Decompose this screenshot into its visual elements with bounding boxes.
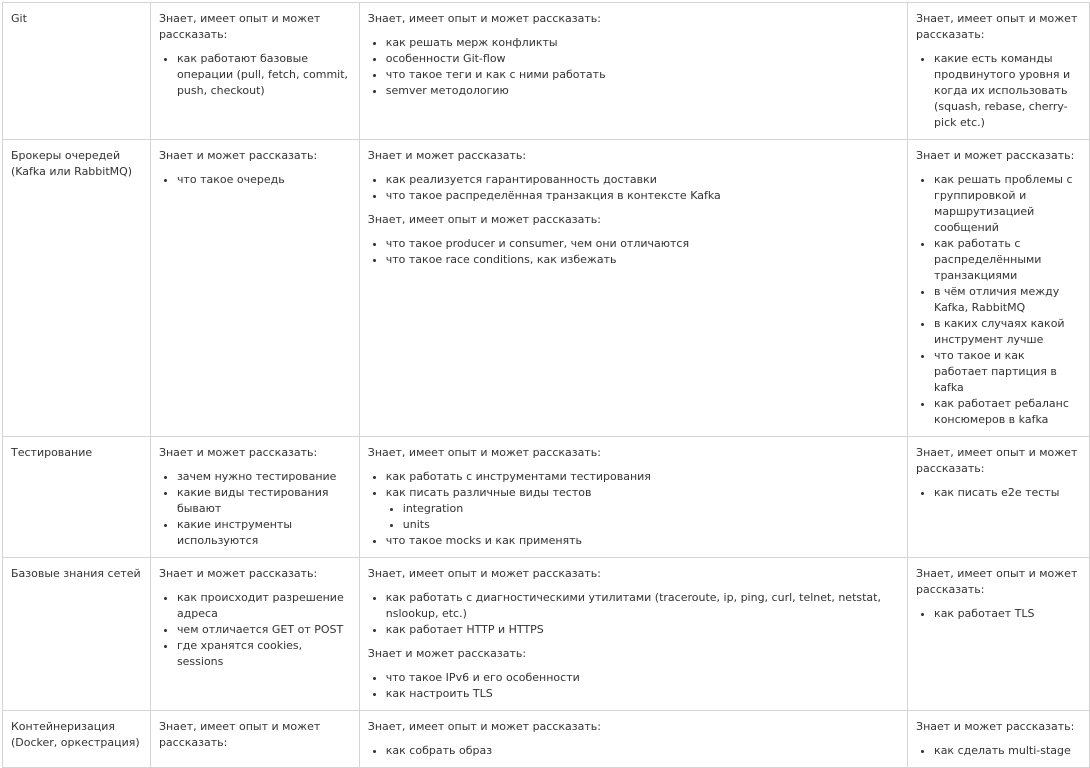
level-cell	[908, 558, 1090, 711]
list-item-text: как работает HTTP и HTTPS	[385, 623, 544, 636]
list-item-text: semver методологию	[385, 84, 509, 97]
list-item-text: как работает TLS	[934, 607, 1035, 620]
list-item	[386, 686, 899, 702]
list-item	[386, 67, 899, 83]
list-item	[177, 622, 351, 638]
list-item-text: как работают базовые операции (pull, fetch, commit, push, checkout)	[176, 52, 349, 97]
bullet-list	[368, 172, 899, 204]
block-heading: Знает и может рассказать:	[158, 446, 318, 459]
competency-table	[2, 2, 1090, 768]
list-item-text: как решать проблемы с группировкой и маршрутизацией сообщений	[934, 173, 1073, 234]
level-cell	[908, 711, 1090, 768]
level-cell	[908, 140, 1090, 437]
level-cell	[150, 140, 359, 437]
list-item	[386, 622, 899, 638]
topic-cell	[3, 711, 151, 768]
list-item	[386, 485, 899, 533]
bullet-list	[368, 743, 899, 759]
topic-label: Базовые знания сетей	[11, 567, 141, 580]
bullet-list	[916, 485, 1081, 501]
bullet-list	[916, 743, 1081, 759]
block-heading: Знает, имеет опыт и может рассказать:	[916, 567, 1078, 596]
block-heading: Знает, имеет опыт и может рассказать:	[158, 720, 321, 749]
topic-label: Брокеры очередей (Kafka или RabbitMQ)	[11, 149, 133, 178]
block-heading: Знает и может рассказать:	[367, 149, 527, 162]
block-heading: Знает, имеет опыт и может рассказать:	[367, 446, 601, 459]
list-item	[177, 517, 351, 549]
list-item	[386, 590, 899, 622]
level-cell	[908, 3, 1090, 140]
list-item-text: как работает ребаланс консюмеров в kafka	[934, 397, 1069, 426]
list-item-text: что такое race conditions, как избежать	[385, 253, 617, 266]
list-item-text: что такое IPv6 и его особенности	[385, 671, 580, 684]
block-heading: Знает, имеет опыт и может рассказать:	[916, 12, 1078, 41]
list-item	[934, 743, 1081, 759]
list-item	[386, 236, 899, 252]
table-row	[3, 711, 1090, 768]
topic-cell	[3, 3, 151, 140]
list-item	[934, 284, 1081, 316]
list-item	[386, 670, 899, 686]
block-heading: Знает и может рассказать:	[916, 720, 1075, 733]
topic-label: Тестирование	[11, 446, 93, 459]
list-item-text: особенности Git-flow	[385, 52, 506, 65]
list-item-text: как происходит разрешение адреса	[176, 591, 344, 620]
list-item	[934, 316, 1081, 348]
list-item	[177, 469, 351, 485]
block-heading: Знает и может рассказать:	[367, 647, 527, 660]
list-item	[386, 533, 899, 549]
block-heading: Знает и может рассказать:	[158, 149, 318, 162]
block-heading: Знает, имеет опыт и может рассказать:	[367, 12, 601, 25]
bullet-list	[368, 35, 899, 99]
list-item-text: что такое теги и как с ними работать	[385, 68, 606, 81]
level-cell	[359, 558, 907, 711]
list-item-text: что такое и как работает партиция в kafka	[934, 349, 1057, 394]
topic-label: Контейнеризация (Docker, оркестрация)	[11, 720, 140, 749]
list-item	[934, 51, 1081, 131]
level-cell	[150, 711, 359, 768]
topic-cell	[3, 437, 151, 558]
list-item-text: в чём отличия между Kafka, RabbitMQ	[934, 285, 1060, 314]
block-heading: Знает, имеет опыт и может рассказать:	[367, 213, 601, 226]
table-row	[3, 558, 1090, 711]
list-item	[386, 743, 899, 759]
bullet-list	[368, 469, 899, 549]
list-item-text: как писать различные виды тестов	[385, 486, 592, 499]
list-item	[386, 469, 899, 485]
list-item	[177, 638, 351, 670]
topic-cell	[3, 558, 151, 711]
table-row	[3, 140, 1090, 437]
sub-list-item: • integration	[403, 501, 899, 517]
list-item-text: как работать с диагностическими утилитами (traceroute, ip, ping, curl, telnet, netstat, nslookup, etc.)	[385, 591, 881, 620]
sub-list-item: • units	[403, 517, 899, 533]
list-item	[386, 83, 899, 99]
bullet-list	[368, 670, 899, 702]
level-cell	[359, 140, 907, 437]
list-item	[386, 188, 899, 204]
list-item	[386, 51, 899, 67]
list-item	[934, 236, 1081, 284]
table-row	[3, 3, 1090, 140]
level-cell	[908, 437, 1090, 558]
topic-cell	[3, 140, 151, 437]
block-heading: Знает, имеет опыт и может рассказать:	[367, 567, 601, 580]
list-item-text: что такое producer и consumer, чем они отличаются	[385, 237, 690, 250]
list-item	[934, 396, 1081, 428]
block-heading: Знает и может рассказать:	[158, 567, 318, 580]
block-heading: Знает, имеет опыт и может рассказать:	[158, 12, 321, 41]
list-item-text: какие инструменты используются	[176, 518, 293, 547]
list-item	[386, 252, 899, 268]
list-item	[177, 172, 351, 188]
level-cell	[359, 3, 907, 140]
list-item-text: как реализуется гарантированность доставки	[385, 173, 657, 186]
list-item	[177, 51, 351, 99]
level-cell	[359, 711, 907, 768]
list-item-text: какие есть команды продвинутого уровня и когда их использовать (squash, rebase, cherry-pick etc.)	[934, 52, 1071, 129]
list-item-text: какие виды тестирования бывают	[176, 486, 329, 515]
list-item-text: как собрать образ	[385, 744, 493, 757]
bullet-list	[368, 236, 899, 268]
level-cell	[150, 558, 359, 711]
list-item-text: как работать с распределёнными транзакциями	[934, 237, 1042, 282]
list-item	[934, 348, 1081, 396]
bullet-list	[159, 172, 351, 188]
list-item-text: как работать с инструментами тестирования	[385, 470, 651, 483]
list-item-text: как решать мерж конфликты	[385, 36, 558, 49]
list-item-text: где хранятся cookies, sessions	[176, 639, 303, 668]
list-item	[934, 172, 1081, 236]
list-item-text: что такое очередь	[176, 173, 285, 186]
list-item-text: как сделать multi-stage	[934, 744, 1071, 757]
list-item-text: как писать e2e тесты	[934, 486, 1060, 499]
block-heading: Знает, имеет опыт и может рассказать:	[916, 446, 1078, 475]
list-item-text: чем отличается GET от POST	[176, 623, 344, 636]
bullet-list	[916, 51, 1081, 131]
table-row	[3, 437, 1090, 558]
list-item	[934, 606, 1081, 622]
list-item-text: зачем нужно тестирование	[176, 470, 337, 483]
bullet-list	[159, 51, 351, 99]
list-item	[177, 590, 351, 622]
bullet-list	[368, 590, 899, 638]
bullet-list	[159, 469, 351, 549]
sub-bullet-list	[386, 501, 899, 533]
list-item	[386, 35, 899, 51]
bullet-list	[916, 606, 1081, 622]
level-cell	[150, 3, 359, 140]
bullet-list	[159, 590, 351, 670]
block-heading: Знает, имеет опыт и может рассказать:	[367, 720, 601, 733]
level-cell	[359, 437, 907, 558]
bullet-list	[916, 172, 1081, 428]
list-item-text: что такое распределённая транзакция в контексте Kafka	[385, 189, 721, 202]
competency-table-body	[3, 3, 1090, 768]
block-heading: Знает и может рассказать:	[916, 149, 1075, 162]
list-item-text: в каких случаях какой инструмент лучше	[934, 317, 1065, 346]
list-item	[386, 172, 899, 188]
topic-label: Git	[11, 12, 27, 25]
level-cell	[150, 437, 359, 558]
list-item-text: как настроить TLS	[385, 687, 493, 700]
list-item	[177, 485, 351, 517]
list-item	[934, 485, 1081, 501]
list-item-text: что такое mocks и как применять	[385, 534, 583, 547]
